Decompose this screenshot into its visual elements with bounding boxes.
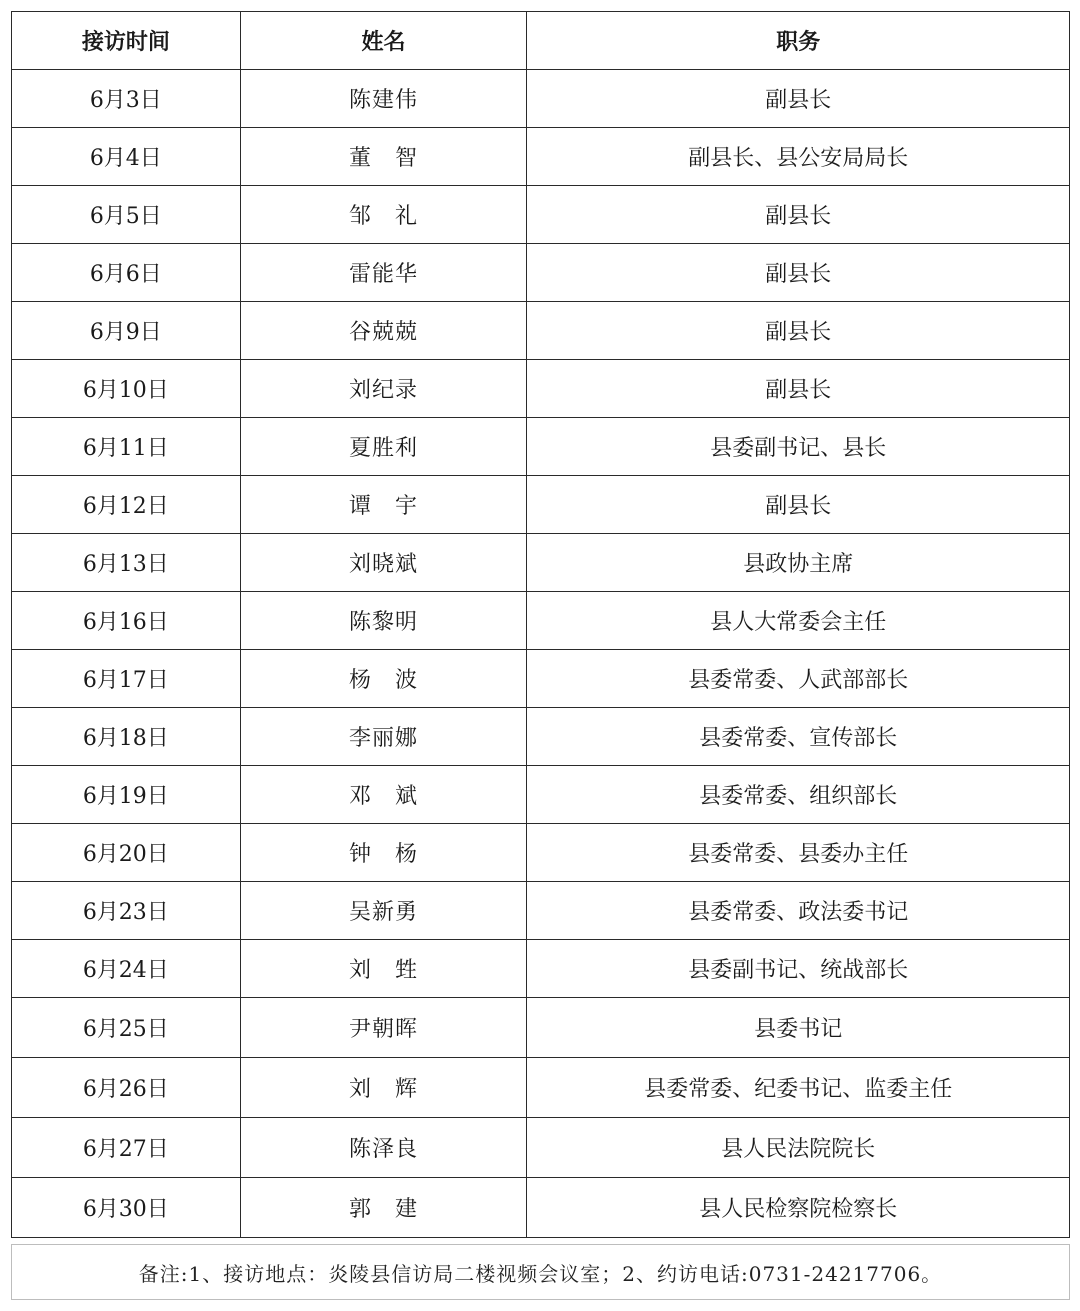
date-cell: 6月19日 <box>12 766 241 824</box>
table-row <box>12 476 1070 534</box>
name-cell: 刘 甡 <box>240 940 527 998</box>
name-cell: 刘 辉 <box>240 1058 527 1118</box>
table-row <box>12 650 1070 708</box>
header-name: 姓名 <box>240 12 527 70</box>
date-cell: 6月3日 <box>12 70 241 128</box>
footnote: 备注:1、接访地点：炎陵县信访局二楼视频会议室；2、约访电话:0731-24217706。 <box>11 1244 1070 1300</box>
table-row <box>12 882 1070 940</box>
table-row <box>12 1178 1070 1238</box>
table-row <box>12 418 1070 476</box>
date-cell: 6月11日 <box>12 418 241 476</box>
table-row <box>12 70 1070 128</box>
name-cell: 吴新勇 <box>240 882 527 940</box>
table-row <box>12 1058 1070 1118</box>
date-cell: 6月6日 <box>12 244 241 302</box>
header-date: 接访时间 <box>12 12 241 70</box>
date-cell: 6月10日 <box>12 360 241 418</box>
date-cell: 6月23日 <box>12 882 241 940</box>
table-row <box>12 128 1070 186</box>
name-cell: 陈黎明 <box>240 592 527 650</box>
name-cell: 郭 建 <box>240 1178 527 1238</box>
table-row <box>12 360 1070 418</box>
date-cell: 6月4日 <box>12 128 241 186</box>
date-cell: 6月25日 <box>12 998 241 1058</box>
date-cell: 6月17日 <box>12 650 241 708</box>
title-cell: 县委副书记、统战部长 <box>527 940 1070 998</box>
name-cell: 夏胜利 <box>240 418 527 476</box>
title-cell: 县政协主席 <box>527 534 1070 592</box>
name-cell: 陈建伟 <box>240 70 527 128</box>
title-cell: 县委常委、政法委书记 <box>527 882 1070 940</box>
title-cell: 副县长 <box>527 302 1070 360</box>
name-cell: 钟 杨 <box>240 824 527 882</box>
table-row <box>12 940 1070 998</box>
title-cell: 县委常委、宣传部长 <box>527 708 1070 766</box>
table-row <box>12 302 1070 360</box>
name-cell: 董 智 <box>240 128 527 186</box>
name-cell: 杨 波 <box>240 650 527 708</box>
date-cell: 6月20日 <box>12 824 241 882</box>
name-cell: 邹 礼 <box>240 186 527 244</box>
title-cell: 副县长、县公安局局长 <box>527 128 1070 186</box>
header-title: 职务 <box>527 12 1070 70</box>
title-cell: 副县长 <box>527 186 1070 244</box>
date-cell: 6月16日 <box>12 592 241 650</box>
table-row <box>12 708 1070 766</box>
date-cell: 6月12日 <box>12 476 241 534</box>
title-cell: 县委常委、纪委书记、监委主任 <box>527 1058 1070 1118</box>
table-row <box>12 592 1070 650</box>
table-row <box>12 244 1070 302</box>
title-cell: 县委常委、人武部部长 <box>527 650 1070 708</box>
date-cell: 6月5日 <box>12 186 241 244</box>
title-cell: 县委书记 <box>527 998 1070 1058</box>
name-cell: 雷能华 <box>240 244 527 302</box>
title-cell: 县人大常委会主任 <box>527 592 1070 650</box>
table-row <box>12 1118 1070 1178</box>
table-row <box>12 998 1070 1058</box>
date-cell: 6月9日 <box>12 302 241 360</box>
title-cell: 副县长 <box>527 244 1070 302</box>
table-header-row <box>12 12 1070 70</box>
title-cell: 副县长 <box>527 476 1070 534</box>
date-cell: 6月30日 <box>12 1178 241 1238</box>
date-cell: 6月24日 <box>12 940 241 998</box>
date-cell: 6月18日 <box>12 708 241 766</box>
name-cell: 尹朝晖 <box>240 998 527 1058</box>
title-cell: 县委副书记、县长 <box>527 418 1070 476</box>
name-cell: 李丽娜 <box>240 708 527 766</box>
date-cell: 6月27日 <box>12 1118 241 1178</box>
date-cell: 6月13日 <box>12 534 241 592</box>
table-row <box>12 534 1070 592</box>
date-cell: 6月26日 <box>12 1058 241 1118</box>
name-cell: 刘纪录 <box>240 360 527 418</box>
title-cell: 副县长 <box>527 360 1070 418</box>
name-cell: 谷兢兢 <box>240 302 527 360</box>
table-row <box>12 824 1070 882</box>
visit-schedule-table <box>11 11 1070 1238</box>
title-cell: 县人民法院院长 <box>527 1118 1070 1178</box>
title-cell: 县委常委、县委办主任 <box>527 824 1070 882</box>
name-cell: 陈泽良 <box>240 1118 527 1178</box>
table-row <box>12 186 1070 244</box>
title-cell: 县委常委、组织部长 <box>527 766 1070 824</box>
name-cell: 刘晓斌 <box>240 534 527 592</box>
title-cell: 副县长 <box>527 70 1070 128</box>
title-cell: 县人民检察院检察长 <box>527 1178 1070 1238</box>
name-cell: 谭 宇 <box>240 476 527 534</box>
table-row <box>12 766 1070 824</box>
name-cell: 邓 斌 <box>240 766 527 824</box>
